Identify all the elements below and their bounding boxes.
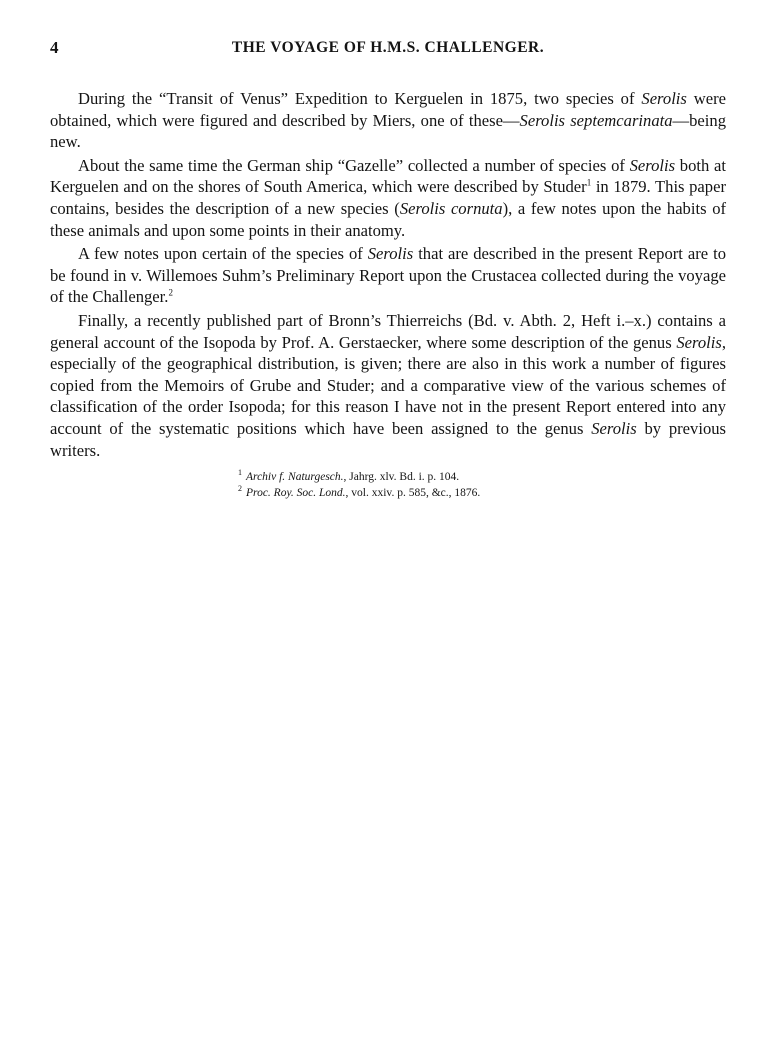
italic-text: Serolis bbox=[629, 155, 676, 175]
page-number: 4 bbox=[50, 38, 59, 57]
footnote bbox=[238, 469, 726, 485]
italic-text: Serolis septemcarinata bbox=[519, 110, 673, 130]
text-run: that are described in the present Report are to be found in v. Willemoes Suhm’s Preliminary Report upon the Crustacea collected during the voyage of the Challenger. bbox=[50, 244, 726, 307]
body-text bbox=[50, 88, 726, 461]
text-run: , vol. xxiv. p. 585, &c., 1876. bbox=[345, 487, 481, 500]
text-run: About the same time the German ship “Gazelle” collected a number of species of bbox=[78, 155, 630, 175]
footnote-marker: 1 bbox=[586, 177, 592, 188]
italic-text: Serolis bbox=[676, 332, 722, 352]
document-page bbox=[50, 38, 726, 501]
text-run: A few notes upon certain of the species of bbox=[78, 244, 368, 264]
text-run: by previous writers. bbox=[50, 418, 726, 460]
text-run: both at Kerguelen and on the shores of South America, which were described by Studer bbox=[50, 155, 726, 197]
paragraph bbox=[50, 88, 726, 153]
text-run: in 1879. This paper contains, besides the description of a new species ( bbox=[50, 177, 726, 218]
running-title: THE VOYAGE OF H.M.S. CHALLENGER. bbox=[231, 39, 545, 56]
text-run: During the “Transit of Venus” Expedition to Kerguelen in 1875, two species of bbox=[78, 89, 642, 108]
footnote-number: 1 bbox=[238, 468, 242, 478]
italic-text: Serolis bbox=[367, 244, 414, 264]
italic-text: Serolis bbox=[641, 89, 687, 108]
paragraph bbox=[50, 243, 726, 308]
italic-text: Archiv f. Naturgesch. bbox=[246, 471, 344, 484]
footnote-marker: 2 bbox=[168, 287, 173, 298]
text-run: were obtained, which were figured and described by Miers, one of these— bbox=[50, 89, 726, 130]
footnote-number: 2 bbox=[238, 484, 242, 494]
italic-text: Proc. Roy. Soc. Lond. bbox=[246, 487, 346, 500]
text-run: Finally, a recently published part of Bronn’s Thierreichs (Bd. v. Abth. 2, Heft i.–x.) contains a general account of the Isopoda by Prof. A. Gerstaecker, where some description of the genus bbox=[50, 310, 726, 352]
text-run: , Jahrg. xlv. Bd. i. p. 104. bbox=[343, 471, 460, 484]
italic-text: Serolis bbox=[591, 418, 637, 438]
text-run: , especially of the geographical distribution, is given; there are also in this work a number of figures copied from the Memoirs of Grube and Studer; and a comparative view of the various schemes of classification of the order Isopoda; for this reason I have not in the present Report entered into any account of the systematic positions which have been assigned to the genus bbox=[50, 332, 726, 438]
page-header bbox=[50, 38, 726, 64]
text-run: —being new. bbox=[50, 110, 726, 152]
paragraph bbox=[50, 155, 726, 241]
footnote bbox=[238, 485, 726, 501]
paragraph bbox=[50, 310, 726, 461]
footnotes bbox=[238, 469, 726, 501]
text-run: ), a few notes upon the habits of these animals and upon some points in their anatomy. bbox=[50, 198, 727, 240]
italic-text: Serolis cornuta bbox=[399, 198, 503, 218]
